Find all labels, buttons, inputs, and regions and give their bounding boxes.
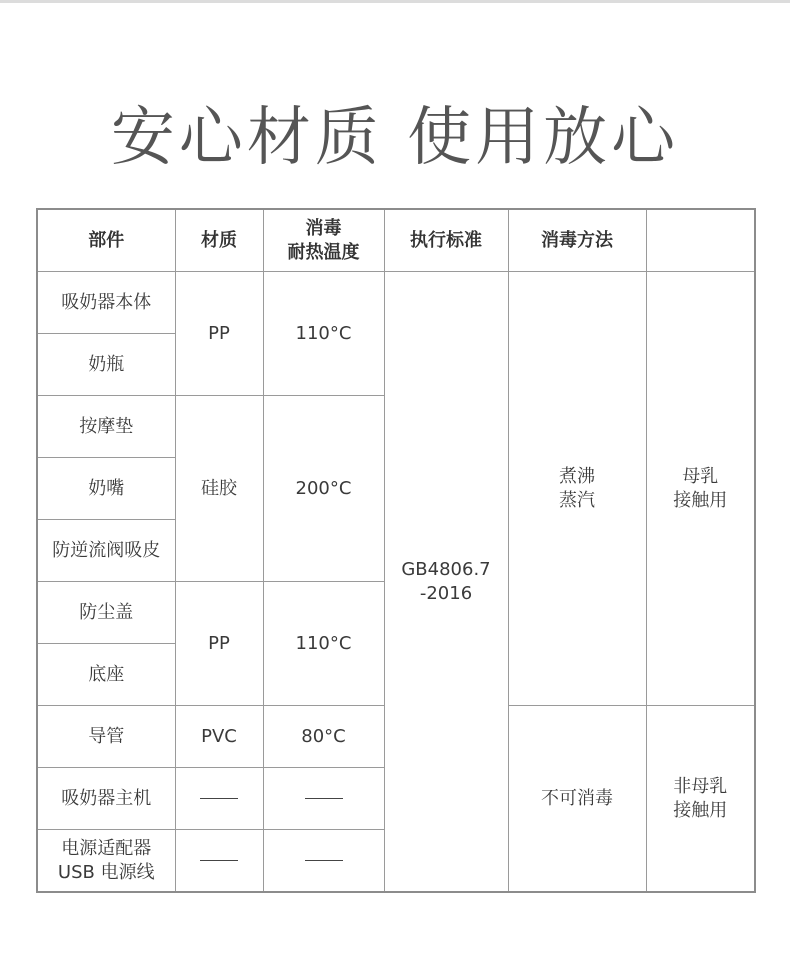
dash-mark: [200, 798, 238, 799]
method-no-disinfect: 不可消毒: [508, 706, 646, 893]
part-bottle: 奶瓶: [37, 334, 175, 396]
table-header-row: [37, 209, 755, 272]
page-headline: 安心材质 使用放心: [110, 101, 680, 175]
temperature-110: 110°C: [263, 582, 384, 706]
material-none: [175, 830, 263, 893]
material-none: [175, 768, 263, 830]
material-spec-table: [36, 208, 756, 893]
part-adapter: 电源适配器 USB 电源线: [37, 830, 175, 893]
temperature-110: 110°C: [263, 272, 384, 396]
table-row: [37, 272, 755, 334]
contact-non-breast-milk: 非母乳 接触用: [646, 706, 755, 893]
method-boil-steam: 煮沸 蒸汽: [508, 272, 646, 706]
part-massage-pad: 按摩垫: [37, 396, 175, 458]
top-divider: [0, 0, 790, 3]
header-temperature: 消毒 耐热温度: [263, 209, 384, 272]
temperature-none: [263, 768, 384, 830]
part-pump-body: 吸奶器本体: [37, 272, 175, 334]
temperature-200: 200°C: [263, 396, 384, 582]
dash-mark: [200, 860, 238, 861]
part-tube: 导管: [37, 706, 175, 768]
part-base: 底座: [37, 644, 175, 706]
part-nipple: 奶嘴: [37, 458, 175, 520]
contact-breast-milk: 母乳 接触用: [646, 272, 755, 706]
header-contact: [646, 209, 755, 272]
standard-value: GB4806.7 -2016: [384, 272, 508, 893]
part-dust-cover: 防尘盖: [37, 582, 175, 644]
part-main-unit: 吸奶器主机: [37, 768, 175, 830]
material-silicone: 硅胶: [175, 396, 263, 582]
part-backflow-valve: 防逆流阀吸皮: [37, 520, 175, 582]
material-pp: PP: [175, 272, 263, 396]
header-method: 消毒方法: [508, 209, 646, 272]
header-part: 部件: [37, 209, 175, 272]
temperature-80: 80°C: [263, 706, 384, 768]
material-pp: PP: [175, 582, 263, 706]
dash-mark: [305, 860, 343, 861]
header-standard: 执行标准: [384, 209, 508, 272]
temperature-none: [263, 830, 384, 893]
header-material: 材质: [175, 209, 263, 272]
dash-mark: [305, 798, 343, 799]
material-pvc: PVC: [175, 706, 263, 768]
